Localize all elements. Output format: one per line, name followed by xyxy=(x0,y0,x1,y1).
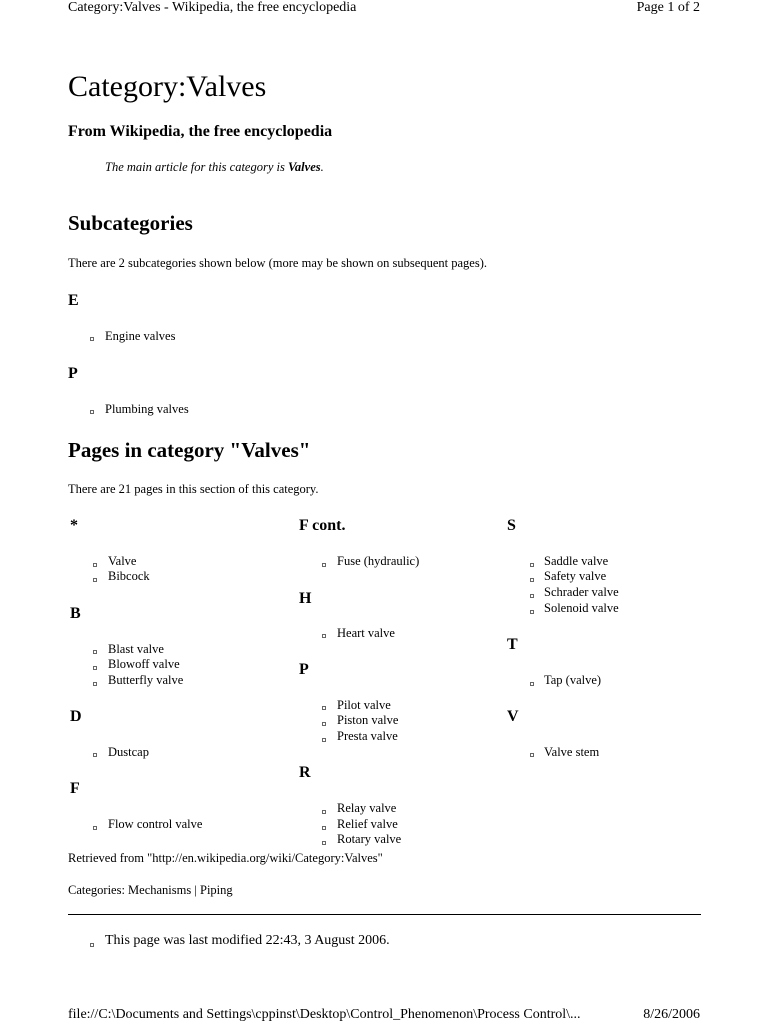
pages-letter-f: F xyxy=(70,780,80,797)
print-header-page-number: Page 1 of 2 xyxy=(636,0,700,15)
bullet-icon xyxy=(90,410,94,414)
subcategories-heading: Subcategories xyxy=(68,211,193,235)
page-subtitle: From Wikipedia, the free encyclopedia xyxy=(68,123,333,140)
page-link-schrader-valve[interactable]: Schrader valve xyxy=(544,585,619,599)
print-footer-date: 8/26/2006 xyxy=(643,1007,700,1022)
page-link-relief-valve[interactable]: Relief valve xyxy=(337,817,398,831)
subcategory-letter-p: P xyxy=(68,365,78,382)
page-link-blowoff-valve[interactable]: Blowoff valve xyxy=(108,657,180,671)
bullet-icon xyxy=(93,578,97,582)
bullet-icon xyxy=(93,753,97,757)
page-link-tap-valve[interactable]: Tap (valve) xyxy=(544,673,602,687)
bullet-icon xyxy=(93,563,97,567)
retrieved-from: Retrieved from "http://en.wikipedia.org/wiki/Category:Valves" xyxy=(68,851,383,865)
page-link-valve[interactable]: Valve xyxy=(108,554,137,568)
page-link-valve-stem[interactable]: Valve stem xyxy=(544,745,600,759)
page-link-piston-valve[interactable]: Piston valve xyxy=(337,713,399,727)
print-footer-path: file://C:\Documents and Settings\cppinst\Desktop\Control_Phenomenon\Process Control\... xyxy=(68,1007,581,1022)
pages-letter-r: R xyxy=(299,764,311,781)
print-header-title: Category:Valves - Wikipedia, the free encyclopedia xyxy=(68,0,357,15)
page-link-pilot-valve[interactable]: Pilot valve xyxy=(337,698,391,712)
bullet-icon xyxy=(530,682,534,686)
footer-divider xyxy=(68,914,701,915)
pages-letter-b: B xyxy=(70,605,81,622)
bullet-icon xyxy=(530,610,534,614)
pages-intro: There are 21 pages in this section of this category. xyxy=(68,482,319,496)
bullet-icon xyxy=(322,706,326,710)
pages-letter-d: D xyxy=(70,708,82,725)
page-link-fuse-hydraulic[interactable]: Fuse (hydraulic) xyxy=(337,554,420,568)
last-modified: This page was last modified 22:43, 3 August 2006. xyxy=(105,933,390,948)
page-link-relay-valve[interactable]: Relay valve xyxy=(337,801,397,815)
bullet-icon xyxy=(93,666,97,670)
page-link-presta-valve[interactable]: Presta valve xyxy=(337,729,398,743)
bullet-icon xyxy=(530,594,534,598)
page-link-solenoid-valve[interactable]: Solenoid valve xyxy=(544,601,619,615)
main-article-note xyxy=(105,160,324,175)
bullet-icon xyxy=(90,943,94,947)
bullet-icon xyxy=(322,810,326,814)
page-link-dustcap[interactable]: Dustcap xyxy=(108,745,149,759)
bullet-icon xyxy=(93,650,97,654)
bullet-icon xyxy=(322,738,326,742)
bullet-icon xyxy=(530,753,534,757)
pages-heading: Pages in category "Valves" xyxy=(68,438,311,462)
page-title: Category:Valves xyxy=(68,70,267,103)
main-article-link[interactable]: Valves xyxy=(287,160,321,174)
subcategory-letter-e: E xyxy=(68,292,79,309)
main-article-suffix: . xyxy=(320,160,324,174)
bullet-icon xyxy=(93,826,97,830)
page-link-flow-control-valve[interactable]: Flow control valve xyxy=(108,817,203,831)
page-link-heart-valve[interactable]: Heart valve xyxy=(337,626,395,640)
page-link-safety-valve[interactable]: Safety valve xyxy=(544,569,607,583)
bullet-icon xyxy=(530,578,534,582)
bullet-icon xyxy=(90,337,94,341)
subcategory-link-plumbing-valves[interactable]: Plumbing valves xyxy=(105,402,189,416)
bullet-icon xyxy=(93,682,97,686)
page-link-rotary-valve[interactable]: Rotary valve xyxy=(337,832,402,846)
bullet-icon xyxy=(530,563,534,567)
main-article-prefix: The main article for this category is xyxy=(105,160,288,174)
pages-letter-t: T xyxy=(507,636,518,653)
bullet-icon xyxy=(322,826,326,830)
categories-links[interactable]: Categories: Mechanisms | Piping xyxy=(68,883,233,897)
pages-letter-v: V xyxy=(507,708,519,725)
pages-letter-p: P xyxy=(299,661,309,678)
pages-letter-h: H xyxy=(299,590,312,607)
pages-letter-f-cont: F cont. xyxy=(299,517,346,534)
pages-letter-star: * xyxy=(70,517,78,534)
page-link-blast-valve[interactable]: Blast valve xyxy=(108,642,164,656)
bullet-icon xyxy=(322,634,326,638)
page-link-butterfly-valve[interactable]: Butterfly valve xyxy=(108,673,184,687)
bullet-icon xyxy=(322,563,326,567)
bullet-icon xyxy=(322,841,326,845)
bullet-icon xyxy=(322,722,326,726)
subcategory-link-engine-valves[interactable]: Engine valves xyxy=(105,329,176,343)
subcategories-intro: There are 2 subcategories shown below (more may be shown on subsequent pages). xyxy=(68,256,487,270)
page-link-bibcock[interactable]: Bibcock xyxy=(108,569,150,583)
pages-letter-s: S xyxy=(507,517,516,534)
page-link-saddle-valve[interactable]: Saddle valve xyxy=(544,554,609,568)
